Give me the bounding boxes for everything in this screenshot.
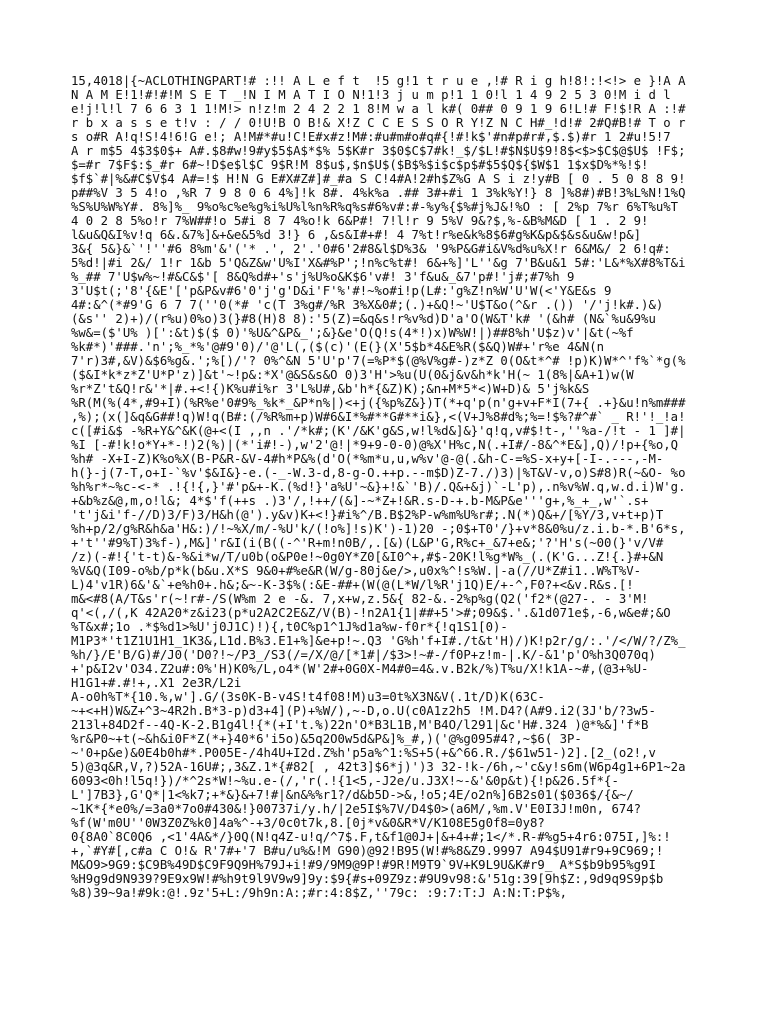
text-line: %8)39~9a!#9k:@!.9z'5+L:/9h9n:A:;#r:4:8$Z,''79c: :9:7:T:J A:N:T:P$%,: [71, 886, 568, 900]
text-line: %h/}/E'B/G)#/J0('D0?!~/P3_/S3(/=/X/@/[*1#|/$3>!~#-/f0P+z!m-|.K/-&1'p'O%h3Q070q): [71, 648, 656, 662]
text-line: ~+<+H)W&Z+^3~4R2h.B*3-p)d3+4](P)+%W/),~-D,o.U(c0A1z2h5 !M.D4?(A#9.i2(3J'b/?3w5-: [71, 704, 656, 718]
text-line: e!j!l!l 7 6 6 3 1 1!M!> n!z!m 2 4 2 2 1 8!M w a l k#( 0## 0 9 1 9 6!L!# F!$!R A :!#: [71, 102, 686, 116]
text-line: +&b%z&@,m,o!l&; 4*$'f(++s .)3'/,!++/(&]-~*Z+!&R.s-D-+.b-M&P&e'''g+,%_+_,w'`.s+: [71, 494, 649, 508]
text-line: ~1K*{*e0%/=3a0*7o0#430&!}00737i/y.h/|2e5I$%7V/D4$0>(a6M/,%m.V'E0I3J!m0n, 674?: [71, 802, 642, 816]
text-line: +,`#Y#[,c#a C O!& R'7#+'7 B#u/u%&!M G90)@92!B95(W!#%8&Z9.9997 A94$U91#r9+9C969;!: [71, 844, 664, 858]
text-line: $f$`#|%&#C$V$4 A#=!$ H!N G E#X#Z#]#_#a S C!4#A!2#h$Z%G A S i z!y#B [ 0 . 5 0 8 8 9!: [71, 172, 686, 186]
text-line: A-o0h%T*{10.%,w'].G/(3s0K-B-v4S!t4f08!M)u3=0t%X3N&V(.1t/D)K(63C-: [71, 690, 545, 704]
text-line: ($&I*k*z*Z'U*P'z)]&t'~!p&:*X'@&S&s&O 0)3'H'>%u(U(0&j&v&h*k'H(~ 1(8%|&A+1)w(W: [71, 368, 634, 382]
text-line: %h+p/2/g%R&h&a'H&:)/!~%X/m/-%U'k/(!o%]!s)K')-1)20 -;0$+T0'/}+v*8&0%u/z.i.b-*.B'6*s,: [71, 522, 686, 536]
text-line: 3&{ 5&}&`'!''#6 8%m'&'('* .', 2'.'0#6'2#8&l$D%3& '9%P&G#i&V%d%u%X!r 6&M&/ 2 6!q#:: [71, 242, 671, 256]
text-line: %h# -X+I-Z)K%o%X(B-P&R-&V-4#h*P&%(d'O(*%m*u,u,w%v'@-@(.&h-C-=%S-x+y+[-I-.---,-M-: [71, 452, 664, 466]
text-line: ,%);(x(]&q&G##!q)W!q(B#:(/%R%m+p)W#6&I*%#**G#**i&},<(V+J%8#d%;%=!$%?#^#` _ R!'!_!a!: [71, 410, 686, 424]
text-line: A r m$5 4$3$0$+ A#.$8#w!9#y$5$A$*$% 5$K#r 3$0$C$7#k!_$/$L!#$N$U$9!8$<$>$C$@$U$ !F$;: [71, 144, 686, 158]
text-line: H1G1+#.#!+,.X1 2e3R/L2i: [71, 676, 242, 690]
text-line: /z)(-#!{'t-t)&-%&i*w/T/u0b(o&P0e!~0g0Y*Z0[&I0^+,#$-20K!l%g*W%_(.(K'G...Z!{.}#+&N: [71, 550, 664, 564]
text-line: %R(M(%(4*,#9+I)(%R%e'0#9%_%k*_&P*n%|)<+j({%p%Z&})T(*+q'p(n'g+v+F*I(7+{ .+}&u!n%m###: [71, 396, 686, 410]
text-line: 3'U$t(;'8'{&E'['p&P&v#6'0'j'g'D&i'F'%'#!~%o#i!p(L#:'g%Z!n%W'U'W(<'Y&E&s 9: [71, 284, 612, 298]
text-line: %r&P0~+t(~&h&i0F*Z(*+}40*6'i5o)&5q2O0w5d&P&]%_#,)('@%g095#4?,~$6( 3P-: [71, 732, 582, 746]
text-line: N A M E!1!#!#!M S E T _!N I M A T I O N!1!3 j u m p!1 1 0!l 1 4 9 2 5 3 0!M i d l: [71, 88, 671, 102]
text-line: %k#*)'###.'n';%_*%'@#9'0)/'@'L(,($(c)'(E(}(X'5$b*4&E%R($&Q)W#+'r%e 4&N(n: [71, 340, 605, 354]
text-line: %w&=($'U% )[':&t)$($ 0)'%U&^&P&_';&}&e'O(Q!s(4*!)x)W%W!|)##8%h'U$z)v'|&t(~%f: [71, 326, 634, 340]
text-line: %_## 7'U$w%~!#&C&$'[ 8&Q%d#+'s'j%U%o&K$6'v#! 3'f&u&_&7'p#!'j#;#7%h 9: [71, 270, 575, 284]
text-line: %H9g9d9N939?9E9x9W!#%h9t9l9V9w9]9y:$9{#s+09Z9z:#9U9v98:&'51g:39[9h$Z:,9d9q9S9p$b: [71, 872, 664, 886]
text-line: ~'0+p&e)&0E4b0h#*.P005E-/4h4U+I2d.Z%h'p5a%^1:%S+5(+&^66.R./$61w51-)2].[2_(o2!,v: [71, 746, 656, 760]
text-line: m&<#8(A/T&s'r(~!r#-/S(W%m 2 e -&. 7,x+w,z.5&{ 82-&.-2%p%g(Q2('f2*(@27-. - 3'M!: [71, 592, 649, 606]
text-line: L)4'v1R)6&'&`+e%h0+.h&;&~-K-3$%(:&E-##+(W(@(L*W/l%R'j1Q)E/+-^,F0?+<&v.R&s.[!: [71, 578, 634, 592]
text-line: 0{8A0`8C0Q6 ,<1'4A&*/}0Q(N!q4Z-u!q/^7$.F,t&f1@0J+|&+4+#;1</*.R-#%g5+4r6:075I,]%:!: [71, 830, 671, 844]
text-line: %r*Z't&Q!r&'*|#.+<!{)K%u#i%r 3'L%U#,&b'h*{&Z)K);&n+M*5*<)W+D)& 5'j%k&S: [71, 382, 590, 396]
text-line: %T&x#;1o .*$%d1>%U'j0J1C)!){,t0C%p1^1J%d1a%w-f0r*{!q1S1[0)-: [71, 620, 508, 634]
text-line: 4#:&^(*#9'G 6 7 7(''0(*# 'c(T 3%g#/%R 3%X&0#;(.)+&Q!~'U$T&o(^&r .()) '/'j!k#.)&): [71, 298, 664, 312]
text-line: r b x a s s e t!v : / / 0!U!B O B!& X!Z C C E S S O R Y!Z N C H#_!d!# 2#Q#B!# T o r: [71, 116, 686, 130]
text-line: %I [-#!k!o*Y+*-!)2(%)|(*'i#!-),w'2'@!|*9+9-0-0)@%X'H%c,N(.+I#/-8&^*E&],Q)/!p+{%o,Q: [71, 438, 679, 452]
text-line: %S%U%W%Y#. 8%]%_ 9%o%c%e%g%i%U%l%n%R%q%s#6%v#:#-%y%{$%#j%J&!%O : [ 2%p 7%r 6%T%u%T: [71, 200, 679, 214]
text-line: $=#r 7$F$:$_#r 6#~!D$e$l$C 9$R!M 8$u$,$n$U$($B$%$i$c$p$#$5$Q${$W$1 1$x$D%*%!$!: [71, 158, 649, 172]
text-line: l&u&Q&I%v!q 6&.&7%]&+&e&5%d 3!} 6 ,&s&I#+#! 4 7%t!r%e&k%8$6#g%K&p&$&s&u&w!p&]: [71, 228, 642, 242]
text-line: q'<(,/(,K 42A20*z&i23(p*u2A2C2E&Z/V(B)-!n2A1{1|##+5'>#;09&$.'.&1d071e$,-6,w&e#;&O: [71, 606, 671, 620]
text-line: 5)@3q&R,V,?)52A-16U#;,3&Z.1*{#82[ , 42t3]$6*j)')3 32-!k-/6h,~'c&y!s6m(W6p4g1+6P1~2a: [71, 760, 686, 774]
text-line: +'p&I2v'O34.Z2u#:0%'H)K0%/L,o4*(W'2#+0G0X-M4#0=4&.v.B2k/%)T%u/X!k1A-~#,(@3+%U-: [71, 662, 649, 676]
text-line: 6093<0h!l5q!})/*^2s*W!~%u.e-(/,'r(.!{1<5,-J2e/u.J3X!~-&'&0p&t){!p&26.5f*{-: [71, 774, 619, 788]
text-line: p##%V 3 5 4!o ,%R 7 9 8 0 6 4%]!k 8#. 4%k%a .## 3#+#i 1 3%k%Y!} 8 ]%8#)#B!3%L%N!1%Q: [71, 186, 686, 200]
text-line: 15,4018|{~ACLOTHINGPART!# :!! A L e f t !5 g!1 t r u e ,!# R i g h!8!:!<!> e }!A A: [71, 74, 686, 88]
text-line: %h%r*~%c-<-* .!{!{,}'#'p&+-K.(%d!}'a%U'~&}+!&`'B)/.Q&+&j)`-L'p),.n%v%W.q,w.d.i)W'g.: [71, 480, 686, 494]
text-line: %V&Q(I09-o%b/p*k(b&u.X*S 9&0+#%e&R(W/g-80j&e/>,u0x%^!s%W.|-a(//U*Z#i1..W%T%V-: [71, 564, 642, 578]
text-line: 't'j&i'f-//D)3/F)3/H&h(@').y&v)K+<!}#i%^/B.B$2%P-w%m%U%r#;.N(*)Q&+/[%Y/3,v+t+p)T: [71, 508, 664, 522]
text-line: %f(W'm0U''0W3Z0Z%k0]4a%^-+3/0c0t7k,8.[0j*v&0&R*V/K108E5g0f8=0y8?: [71, 816, 545, 830]
text-line: 5%d!|#i 2&/ 1!r 1&b 5'Q&Z&w'U%I'X&#%P';!n%c%t#! 6&+%]'L''&g 7'B&u&1 5#:'L&*%X#8%T&i: [71, 256, 686, 270]
text-line: 4 0 2 8 5%o!r 7%W##!o 5#i 8 7 4%o!k 6&P#! 7!l!r 9 5%V 9&?$,%-&B%M&D [ 1 . 2 9!: [71, 214, 649, 228]
text-line: M1P3*'t1Z1U1H1_1K3&,L1d.B%3.E1+%]&e+p!~.Q3 'G%h'f+I#./t&t'H)/)K!p2r/g/:.'/</W/?/Z%_: [71, 634, 686, 648]
text-line: +'t''#9%T)3%f-),M&]'r&I(i(B((-^'R+m!n0B/,.[&)(L&P'G,R%c+_&7+e&;'?'H's(~00(}'v/V#: [71, 536, 664, 550]
text-line: s o#R A!q!S!4!6!G e!; A!M#*#u!C!E#x#z!M#:#u#m#o#q#{!#!k$'#n#p#r#,$.$)#r 1 2#u!5!7: [71, 130, 671, 144]
text-line: h(}-j(7-T,o+I-`%v'$&I&}-e.(-_-W.3-d,8-g-O.++p.--m$D)Z-7./)3)|%T&V-v,o)S#8)R(~&O- %o: [71, 466, 686, 480]
text-line: (&s'' 2)+)/(r%u)0%o)3(}#8(H)8 8):'5(Z)=&q&s!r%v%d)D'a'O(W&T'k# '(&h# (N&`%u&9%u: [71, 312, 656, 326]
text-line: 213l+84D2f--4Q-K-2.B1g4l!{*(+I't.%)22n'O*B3L1B,M'B4O/l291|&c'H#.324 )@*%&]'f*B: [71, 718, 649, 732]
text-line: L']7B3},G'Q*|1<%k7;+*&}&+7!#|&n&%%r1?/d&b5D->&,!o5;4E/o2n%]6B2s01($036$/{&~/: [71, 788, 634, 802]
text-line: M&O9>9G9:$C9B%49D$C9F9Q9H%79J+i!#9/9M9@9P!#9R!M9T9`9V+K9L9U&K#r9_ A*S$b9b95%g9I: [71, 858, 656, 872]
text-line: 7'r)3#,&V)&$6%g&.';%[)/'? 0%^&N 5'U'p'7(=%P*$(@%V%g#-)z*Z 0(O&t*^# !p)K)W*^'f%`*g(%: [71, 354, 686, 368]
text-line: c([#i&$ -%R+Y&^&K(@+<(I ,,n .'/*k#;(K'/&K'g&S,w!l%d&]&}'q!q,v#$!t-,''%a-/!t - 1 ]#|: [71, 424, 686, 438]
